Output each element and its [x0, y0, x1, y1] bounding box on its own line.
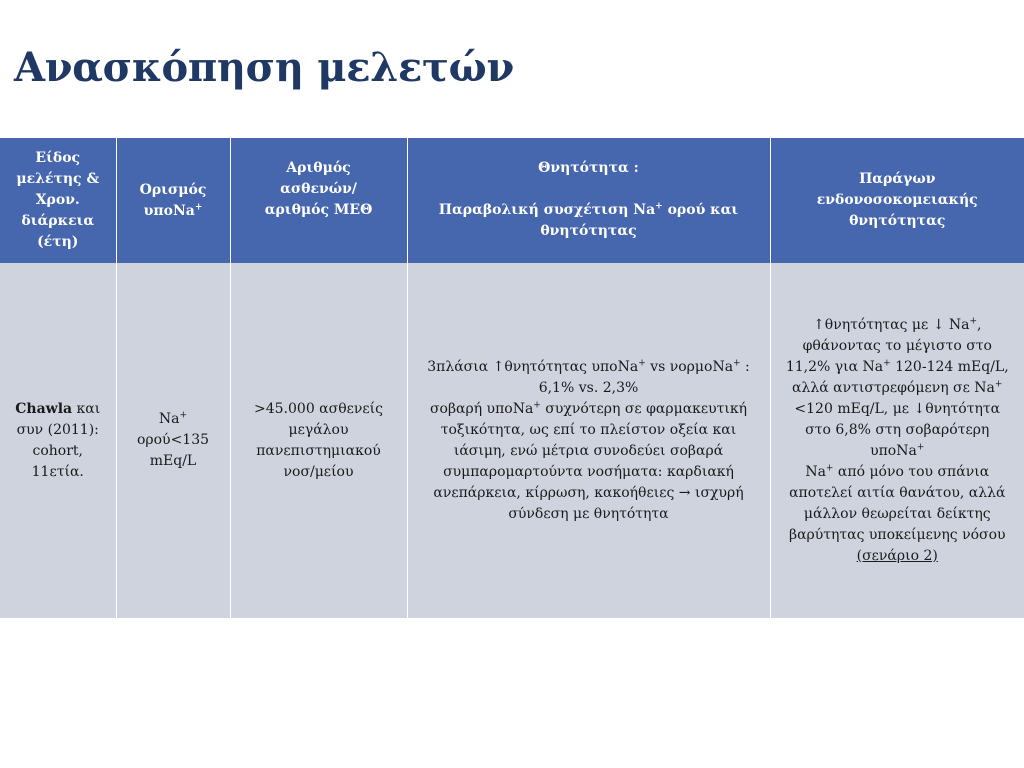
cell-patients: >45.000 ασθενείς μεγάλου πανεπιστημιακού νοσ/μείου — [230, 263, 407, 618]
cell-study: Chawla και συν (2011): cohort, 11ετία. — [0, 263, 116, 618]
header-factor: Παράγων ενδονοσοκομειακής θνητότητας — [770, 138, 1024, 263]
table-header-row — [0, 138, 1024, 263]
cell-factor: ↑θνητότητας με ↓ Na+, φθάνοντας το μέγιστο στο 11,2% για Na+ 120-124 mEq/L, αλλά αντιστρεφόμενη σε Na+ <120 mEq/L, με ↓θνητότητα στο 6,8% στη σοβαρότερη υποNa+ Na+ από μόνο του σπάνια αποτελεί αιτία θανάτου, αλλά μάλλον θεωρείται δείκτης βαρύτητας υποκείμενης νόσου (σενάριο 2) — [770, 263, 1024, 618]
page-title: Ανασκόπηση μελετών — [14, 44, 514, 91]
header-study-type: Είδος μελέτης & Χρον. διάρκεια (έτη) — [0, 138, 116, 263]
scenario-link: (σενάριο 2) — [856, 547, 938, 564]
cell-mortality: 3πλάσια ↑θνητότητας υποNa+ vs νορμοNa+ : 6,1% vs. 2,3% σοβαρή υποNa+ συχνότερη σε φαρμακευτική τοξικότητα, ως επί το πλείστον οξεία και ιάσιμη, ενώ μέτρια συνοδεύει σοβαρά συμπαρομαρτούντα νοσήματα: καρδιακή ανεπάρκεια, κίρρωση, κακοήθειες → ισχυρή σύνδεση με θνητότητα — [407, 263, 770, 618]
header-mortality: Θνητότητα : Παραβολική συσχέτιση Na+ ορού και θνητότητας — [407, 138, 770, 263]
table-row — [0, 263, 1024, 618]
cell-definition: Na+ ορού<135 mEq/L — [116, 263, 230, 618]
studies-table — [0, 138, 1024, 618]
header-definition: Ορισμός υποNa+ — [116, 138, 230, 263]
header-patients: Αριθμός ασθενών/ αριθμός ΜΕΘ — [230, 138, 407, 263]
